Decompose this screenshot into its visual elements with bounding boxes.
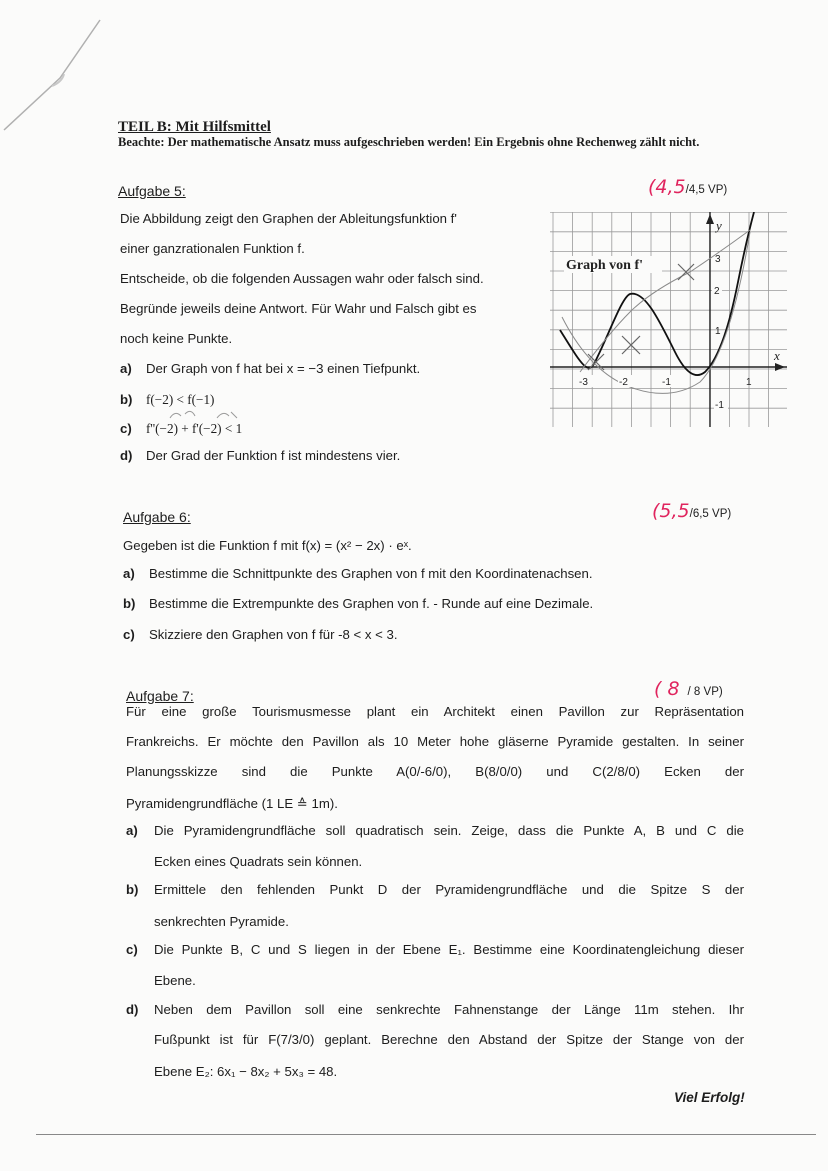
pencil-cross: [678, 264, 694, 280]
y-tick-label: 1: [715, 326, 721, 337]
task5-intro-3: Entscheide, ob die folgenden Aussagen wahr oder falsch sind.: [120, 271, 484, 286]
task7-item-a-label: a): [126, 823, 138, 838]
task7-item-d-label: d): [126, 1002, 139, 1017]
task5-score-max: /4,5 VP): [685, 184, 728, 196]
x-axis-arrow-icon: [775, 363, 785, 371]
task7-item-d-line-3: Ebene E₂: 6x₁ − 8x₂ + 5x₃ = 48.: [154, 1064, 338, 1079]
task6-score: [652, 500, 731, 522]
y-tick-label: 3: [715, 254, 721, 265]
task6-title: Aufgabe 6:: [123, 509, 191, 525]
task6-score-handwritten: (5,5: [652, 500, 690, 522]
x-tick-label: -2: [619, 377, 628, 388]
page-bottom-rule: [36, 1134, 816, 1135]
y-tick-label: -1: [715, 400, 724, 411]
task5-item-a: a) Der Graph von f hat bei x = −3 einen Tiefpunkt.: [120, 361, 421, 376]
task7-intro-4: Pyramidengrundfläche (1 LE ≙ 1m).: [126, 796, 338, 811]
task7-item-c-line-1: Die Punkte B, C und S liegen in der Ebene E₁. Bestimme eine Koordinatengleichung dieser: [154, 942, 744, 957]
task6-score-max: /6,5 VP): [689, 508, 732, 520]
closing-text: Viel Erfolg!: [674, 1090, 745, 1105]
task7-item-a-line-2: Ecken eines Quadrats sein können.: [154, 854, 363, 869]
task7-item-c-label: c): [126, 942, 138, 957]
graph-label: Graph von f': [566, 258, 644, 273]
task6-item-c: c) Skizziere den Graphen von f für -8 < x < 3.: [123, 627, 398, 642]
task7-intro-2: Frankreichs. Er möchte den Pavillon als 10 Meter hohe gläserne Pyramide gestalten. In seiner: [126, 734, 744, 749]
task5-intro-2: einer ganzrationalen Funktion f.: [120, 241, 305, 256]
task7-item-b-line-1: Ermittele den fehlenden Punkt D der Pyramidengrundfläche und die Spitze S der: [154, 882, 744, 897]
task5-intro-5: noch keine Punkte.: [120, 331, 233, 346]
task5-score-handwritten: (4,5: [648, 176, 686, 198]
graph-grid: [550, 212, 787, 427]
task7-title: Aufgabe 7:: [126, 688, 194, 704]
task6-item-b: b) Bestimme die Extrempunkte des Graphen von f. - Runde auf eine Dezimale.: [123, 596, 594, 611]
task7-intro-1: Für eine große Tourismusmesse plant ein Architekt einen Pavillon zur Repräsentation: [126, 704, 744, 719]
y-axis-arrow-icon: [706, 214, 714, 224]
derivative-graph: [550, 212, 787, 427]
task5-intro-4: Begründe jeweils deine Antwort. Für Wahr und Falsch gibt es: [120, 301, 477, 316]
task5-item-d: d) Der Grad der Funktion f ist mindestens vier.: [120, 448, 401, 463]
task5-intro-1: Die Abbildung zeigt den Graphen der Ableitungsfunktion f': [120, 211, 457, 226]
task7-intro-3: Planungsskizze sind die Punkte A(0/-6/0), B(8/0/0) und C(2/8/0) Ecken der: [126, 764, 744, 779]
pencil-annotation: [165, 408, 245, 424]
y-axis-label: y: [716, 218, 722, 233]
x-tick-label: 1: [746, 377, 752, 388]
task7-score-max: / 8 VP): [687, 686, 723, 698]
task7-item-a-line-1: Die Pyramidengrundfläche soll quadratisch sein. Zeige, dass die Punkte A, B und C die: [154, 823, 744, 838]
task6-intro: Gegeben ist die Funktion f mit f(x) = (x² − 2x) · eˣ.: [123, 538, 412, 553]
graph-curve: [560, 212, 754, 375]
task7-score-handwritten: ( 8: [654, 678, 680, 700]
x-axis-label: x: [774, 348, 780, 363]
task7-item-d-line-2: Fußpunkt ist für F(7/3/0) geplant. Berechne den Abstand der Spitze der Stange von der: [154, 1032, 744, 1047]
task7-item-b-label: b): [126, 882, 139, 897]
task7-item-b-line-2: senkrechten Pyramide.: [154, 914, 289, 929]
task5-item-c: c) f''(−2) + f'(−2) < 1: [120, 421, 243, 436]
scan-corner-mark: [0, 0, 120, 140]
y-tick-label: 2: [714, 286, 720, 297]
task7-item-c-line-2: Ebene.: [154, 973, 196, 988]
task5-title: Aufgabe 5:: [118, 183, 186, 199]
x-tick-label: -1: [662, 377, 671, 388]
part-title: TEIL B: Mit Hilfsmittel: [118, 119, 271, 135]
instruction-note: Beachte: Der mathematische Ansatz muss aufgeschrieben werden! Ein Ergebnis ohne Rechenweg zählt nicht.: [118, 135, 700, 149]
task5-item-b: b) f(−2) < f(−1): [120, 392, 215, 407]
x-tick-label: -3: [579, 377, 588, 388]
task7-item-d-line-1: Neben dem Pavillon soll eine senkrechte Fahnenstange der Länge 11m stehen. Ihr: [154, 1002, 744, 1017]
task7-score: [654, 678, 723, 700]
task5-score: [648, 176, 727, 198]
task6-item-a: a) Bestimme die Schnittpunkte des Graphen von f mit den Koordinatenachsen.: [123, 566, 593, 581]
